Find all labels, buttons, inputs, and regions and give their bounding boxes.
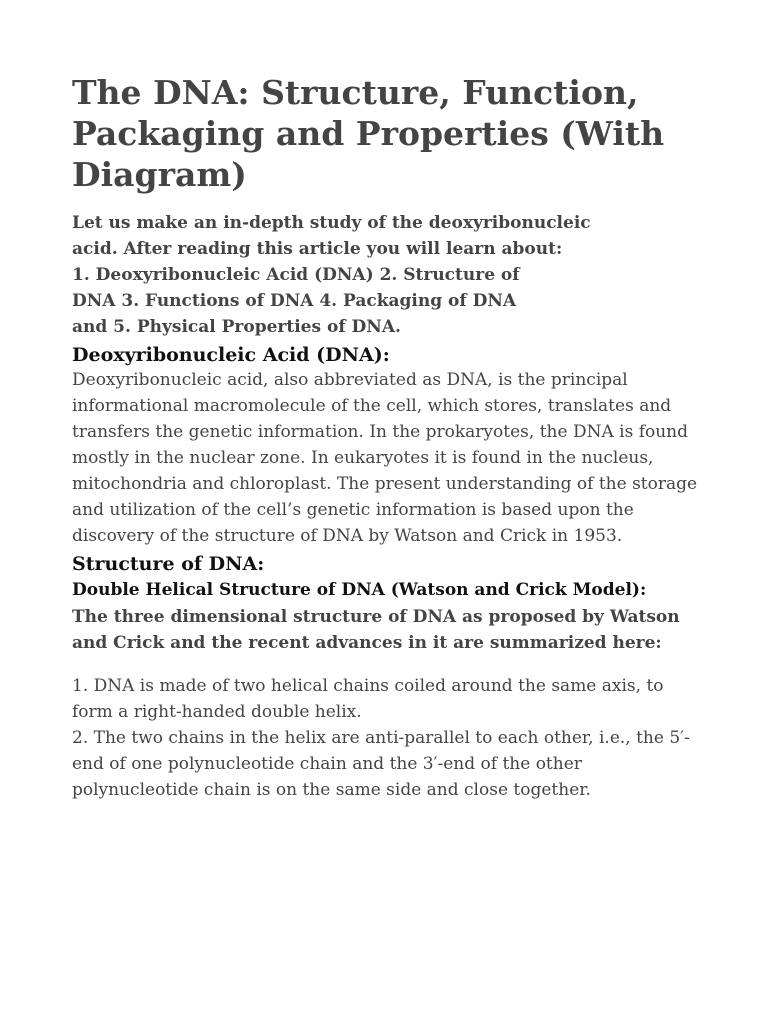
section-heading-dna: Deoxyribonucleic Acid (DNA): [72,344,390,366]
subheading-double-helix: Double Helical Structure of DNA (Watson and Crick Model): [72,580,647,600]
intro-line: acid. After reading this article you will learn about: [72,239,563,259]
structure-points-list [72,673,698,803]
list-item: 1. DNA is made of two helical chains coiled around the same axis, to form a right-handed double helix. [72,676,664,722]
section-body-dna: Deoxyribonucleic acid, also abbreviated as DNA, is the principal informational macromolecule of the cell, which stores, translates and transfers the genetic information. In the prokaryotes, the DNA is found mostly in the nuclear zone. In eukaryotes it is found in the nucleus, mitochondria and chloroplast. The present understanding of the storage and utilization of the cell’s genetic information is based upon the discovery of the structure of DNA by Watson and Crick in 1953. [72,370,698,546]
structure-lead-paragraph: The three dimensional structure of DNA as proposed by Watson and Crick and the recent advances in it are summarized here: [72,607,680,653]
list-item: 2. The two chains in the helix are anti-parallel to each other, i.e., the 5′-end of one polynucleotide chain and the 3′-end of the other polynucleotide chain is on the same side and close together. [72,728,690,800]
article-title: The DNA: Structure, Function, Packaging and Properties (With Diagram) [72,73,665,194]
intro-line: Let us make an in-depth study of the deoxyribonucleic [72,213,591,233]
intro-line: DNA 3. Functions of DNA 4. Packaging of DNA [72,291,517,311]
intro-line: 1. Deoxyribonucleic Acid (DNA) 2. Structure of [72,265,520,285]
article-intro [72,210,698,340]
article [72,72,698,803]
intro-line: and 5. Physical Properties of DNA. [72,317,401,337]
section-heading-structure: Structure of DNA: [72,553,265,575]
